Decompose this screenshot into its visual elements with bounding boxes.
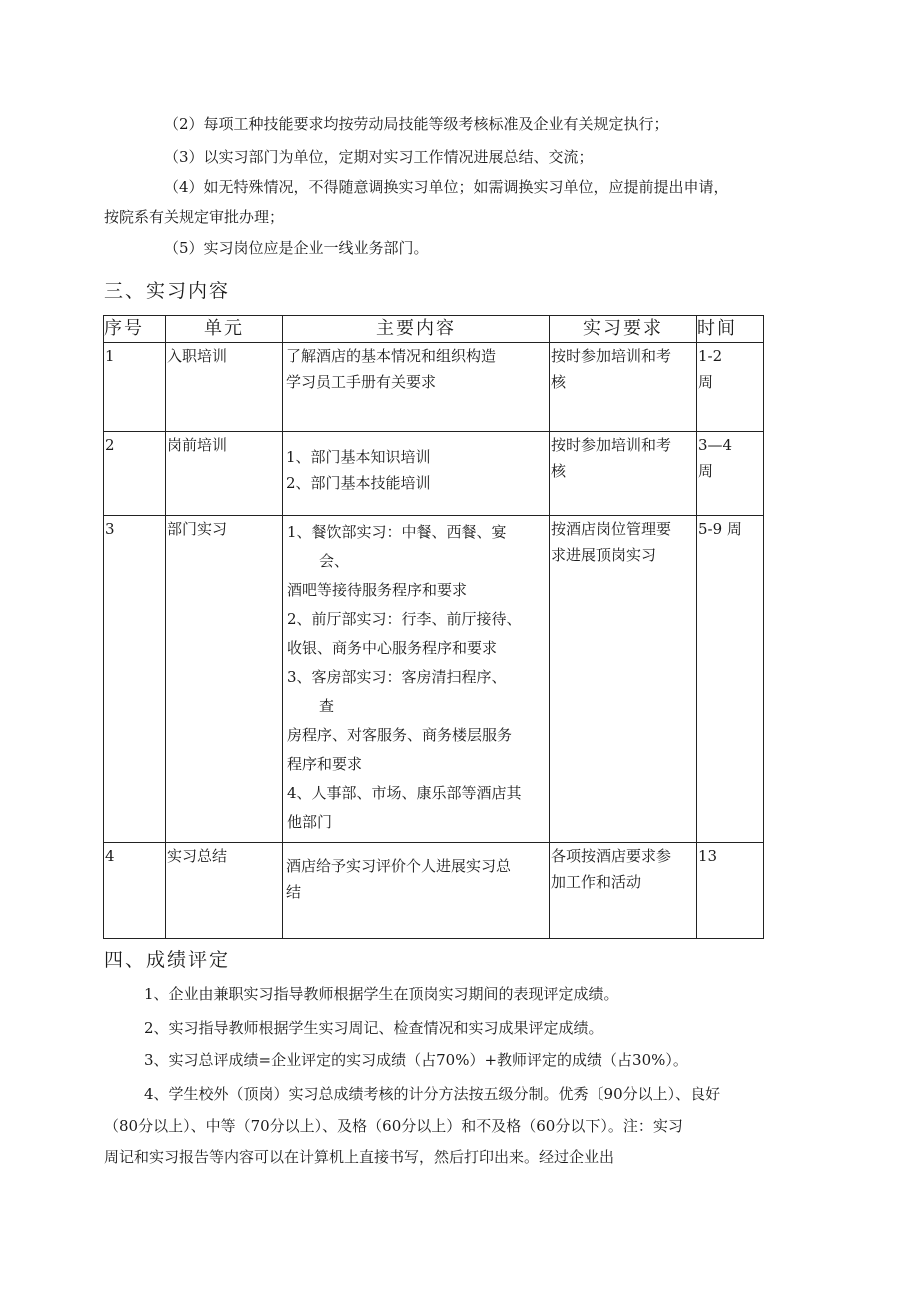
table-header-row [104,316,764,343]
row-content [283,343,550,432]
content-line: 学习员工手册有关要求 [286,373,437,391]
time-line: 1-2 [698,347,723,365]
row-time [697,432,764,516]
grading-item-2: 2、实习指导教师根据学生实习周记、检查情况和实习成果评定成绩。 [144,1019,604,1037]
row-time [697,343,764,432]
intro-item-3: （3）以实习部门为单位，定期对实习工作情况进展总结、交流； [164,148,594,166]
section-4-heading: 四、成绩评定 [104,949,231,971]
row-no: 4 [104,843,166,939]
req-line: 加工作和活动 [551,873,642,891]
section-3-heading: 三、实习内容 [104,280,231,302]
content-line: 酒店给予实习评价个人进展实习总 [286,857,512,875]
content-line: 2、部门基本技能培训 [286,474,431,492]
row-unit: 实习总结 [166,843,283,939]
row-content [283,432,550,516]
grading-item-4: 4、学生校外（顶岗）实习总成绩考核的计分方法按五级分制。优秀〔90分以上）、良好 [144,1085,721,1103]
req-line: 按时参加培训和考 [551,436,672,454]
row-requirement [550,432,697,516]
row-unit: 部门实习 [166,516,283,843]
header-unit: 单元 [166,316,283,343]
row-requirement [550,343,697,432]
content-line: 他部门 [287,813,333,831]
time-line: 周 [698,462,714,480]
content-line: 收银、商务中心服务程序和要求 [287,639,498,657]
header-requirement: 实习要求 [550,316,697,343]
intro-item-4: （4）如无特殊情况，不得随意调换实习单位；如需调换实习单位，应提前提出申请， [164,178,729,196]
content-line: 结 [286,883,302,901]
row-unit: 入职培训 [166,343,283,432]
row-no: 3 [104,516,166,843]
time-line: 5-9 周 [698,520,742,538]
row-no: 2 [104,432,166,516]
req-line: 按酒店岗位管理要 [551,520,672,538]
content-line: 3、客房部实习：客房清扫程序、 [287,668,507,686]
row-requirement [550,516,697,843]
table-row [104,843,764,939]
intro-item-5: （5）实习岗位应是企业一线业务部门。 [164,239,429,257]
content-line: 了解酒店的基本情况和组织构造 [286,347,497,365]
req-line: 求进展顶岗实习 [551,546,657,564]
grading-item-4-cont: （80分以上）、中等（70分以上）、及格（60分以上）和不及格（60分以下）。注：实习 [104,1117,683,1135]
row-time [697,843,764,939]
grading-item-3: 3、实习总评成绩=企业评定的实习成绩（占70%）+教师评定的成绩（占30%）。 [144,1051,688,1069]
content-line: 程序和要求 [287,755,363,773]
grading-item-4-cont2: 周记和实习报告等内容可以在计算机上直接书写，然后打印出来。经过企业出 [104,1148,615,1166]
req-line: 各项按酒店要求参 [551,847,672,865]
intro-item-4-cont: 按院系有关规定审批办理； [104,208,285,226]
row-time [697,516,764,843]
row-requirement [550,843,697,939]
intro-item-2: （2）每项工种技能要求均按劳动局技能等级考核标准及企业有关规定执行； [164,115,669,133]
row-content [283,516,550,843]
header-no: 序号 [104,316,166,343]
req-line: 按时参加培训和考 [551,347,672,365]
row-unit: 岗前培训 [166,432,283,516]
content-line: 4、人事部、市场、康乐部等酒店其 [287,784,522,802]
req-line: 核 [551,462,567,480]
content-line: 1、餐饮部实习：中餐、西餐、宴 [287,523,507,541]
req-line: 核 [551,373,567,391]
row-no: 1 [104,343,166,432]
grading-item-1: 1、企业由兼职实习指导教师根据学生在顶岗实习期间的表现评定成绩。 [144,985,619,1003]
header-content: 主要内容 [283,316,550,343]
content-line: 2、前厅部实习：行李、前厅接待、 [287,610,522,628]
time-line: 13 [698,847,718,865]
table-row [104,343,764,432]
content-line: 查 [319,697,335,715]
table-row [104,432,764,516]
internship-content-table [103,315,764,939]
time-line: 3—4 [698,436,733,454]
content-line: 会、 [319,552,350,570]
header-time: 时间 [697,316,764,343]
row-content [283,843,550,939]
content-line: 房程序、对客服务、商务楼层服务 [287,726,513,744]
content-line: 1、部门基本知识培训 [286,448,431,466]
time-line: 周 [698,373,714,391]
content-line: 酒吧等接待服务程序和要求 [287,581,468,599]
table-row [104,516,764,843]
